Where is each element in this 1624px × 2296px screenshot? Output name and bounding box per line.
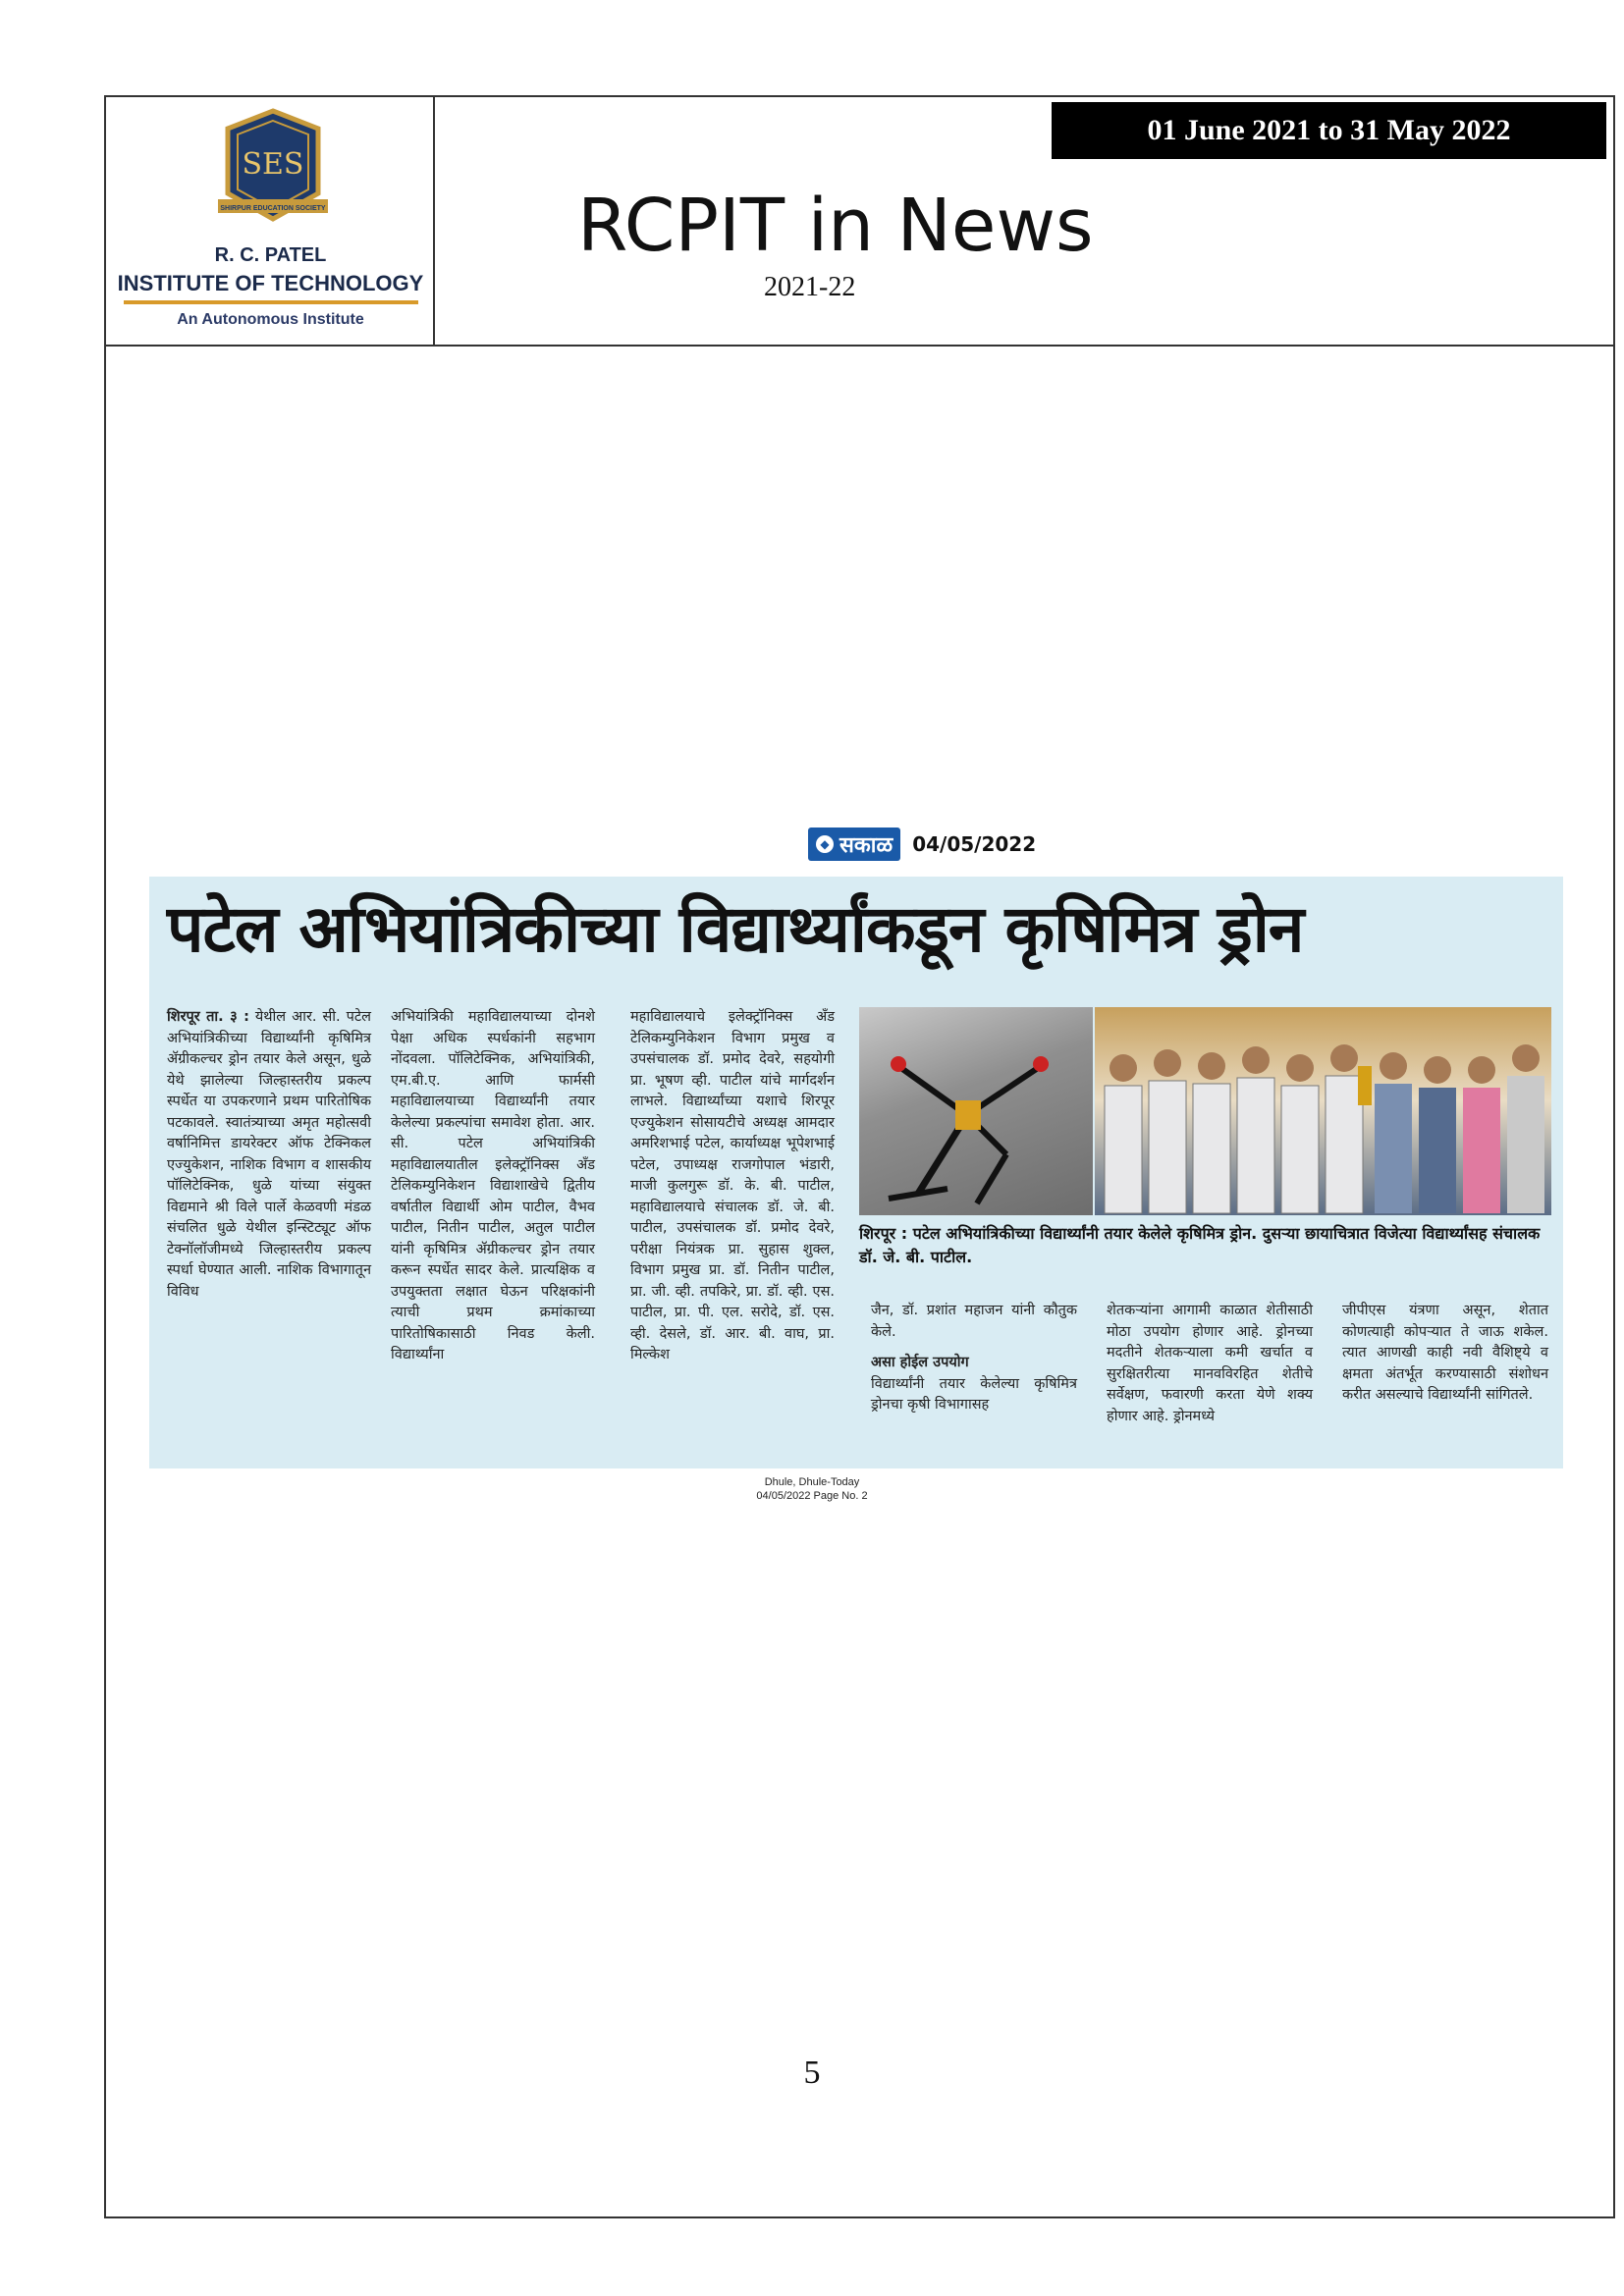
- dateline: शिरपूर ता. ३ :: [167, 1009, 249, 1025]
- photo-caption: शिरपूर : पटेल अभियांत्रिकीच्या विद्यार्थ्यांनी तयार केलेले कृषिमित्र ड्रोन. दुसऱ्या छायाचित्रात विजेत्या विद्यार्थ्यांसह संचालक डॉ. जे. बी. पाटील.: [859, 1224, 1541, 1266]
- page-title: RCPIT in News: [577, 184, 1094, 268]
- drone-icon: [859, 1007, 1093, 1215]
- clipping-source-footnote: [0, 1475, 1624, 1503]
- newspaper-name: सकाळ: [839, 833, 893, 858]
- article-text-3: महाविद्यालयाचे इलेक्ट्रॉनिक्स अँड टेलिकम्युनिकेशन विभाग प्रमुख व उपसंचालक डॉ. प्रमोद देवरे, सहयोगी प्रा. भूषण व्ही. पाटील यांचे मार्गदर्शन लाभले. विद्यार्थ्यांच्या यशाचे शिरपूर एज्युकेशन सोसायटीचे अध्यक्ष आमदार अमरिशभाई पटेल, कार्याध्यक्ष भूपेशभाई पटेल, उपाध्यक्ष राजगोपाल भंडारी, माजी कुलगुरू डॉ. के. बी. पाटील, महाविद्यालयाचे संचालक डॉ. जे. बी. पाटील, उपसंचालक डॉ. प्रमोद देवरे, परीक्षा नियंत्रक प्रा. सुहास शुक्ल, विभाग प्रमुख प्रा. डॉ. नितीन पाटील, प्रा. जी. व्ही. तपकिरे, प्रा. डॉ. व्ही. एस. पाटील, प्रा. पी. एल. सरोदे, डॉ. एस. व्ही. देसले, डॉ. आर. बी. वाघ, प्रा. मिल्केश: [630, 1009, 835, 1362]
- winners-group-photo: [1095, 1007, 1551, 1215]
- clipping-headline: पटेल अभियांत्रिकीच्या विद्यार्थ्यांकडून कृषिमित्र ड्रोन: [167, 891, 1304, 967]
- institute-tagline: An Autonomous Institute: [177, 311, 364, 328]
- academic-year: 2021-22: [764, 272, 856, 302]
- article-text-4a: जैन, डॉ. प्रशांत महाजन यांनी कौतुक केले.: [871, 1303, 1077, 1340]
- newspaper-logo-icon: ◆: [816, 835, 834, 853]
- emblem-text: SES: [242, 147, 304, 182]
- article-column-2: [391, 1007, 595, 1366]
- date-range-banner: 01 June 2021 to 31 May 2022: [1052, 102, 1606, 159]
- article-column-5: [1107, 1301, 1313, 1427]
- article-text-6: जीपीएस यंत्रणा असून, शेतात कोणत्याही कोपऱ्यात ते जाऊ शकेल. त्यात आणखी काही नवी वैशिष्ट्ये व क्षमता अंतर्भूत करण्यासाठी संशोधन करीत असल्याचे विद्यार्थ्यांनी सांगितले.: [1342, 1303, 1548, 1403]
- newspaper-source: [808, 828, 1036, 861]
- footnote-page: 04/05/2022 Page No. 2: [756, 1490, 868, 1502]
- news-clipping: [149, 877, 1563, 1468]
- article-text-1: येथील आर. सी. पटेल अभियांत्रिकीच्या विद्यार्थ्यांनी कृषिमित्र ॲग्रीकल्चर ड्रोन तयार केले असून, धुळे येथे झालेल्या जिल्हास्तरीय प्रकल्प स्पर्धेत या उपकरणाने प्रथम पारितोषिक पटकावले. स्वातंत्र्याच्या अमृत महोत्सवी वर्षानिमित्त डायरेक्टर ऑफ टेक्निकल एज्युकेशन, नाशिक विभाग व शासकीय पॉलिटेक्निक, धुळे यांच्या संयुक्त विद्यमाने श्री विले पार्ले केळवणी मंडळ संचलित धुळे येथील इन्स्टिट्यूट ऑफ टेक्नॉलॉजीमध्ये जिल्हास्तरीय प्रकल्प स्पर्धा घेण्यात आली. नाशिक विभागातून विविध: [167, 1009, 372, 1300]
- article-column-3: [630, 1007, 835, 1366]
- institute-divider: [124, 300, 418, 304]
- newspaper-date: 04/05/2022: [912, 832, 1037, 856]
- article-text-5: शेतकऱ्यांना आगामी काळात शेतीसाठी मोठा उपयोग होणार आहे. ड्रोनच्या मदतीने शेतकऱ्याला कमी खर्चात व सुरक्षितरीत्या मानवविरहित शेतीचे सर्वेक्षण, फवारणी करता येणे शक्य होणार आहे. ड्रोनमध्ये: [1107, 1303, 1313, 1424]
- newspaper-logo: [808, 828, 900, 861]
- article-subheading: असा होईल उपयोग: [871, 1355, 969, 1370]
- institute-logo-block: [106, 97, 435, 345]
- article-text-4b: विद्यार्थ्यांनी तयार केलेल्या कृषिमित्र ड्रोनचा कृषी विभागासह: [871, 1375, 1077, 1413]
- article-column-6: [1342, 1301, 1548, 1407]
- institute-name-line2: INSTITUTE OF TECHNOLOGY: [117, 271, 424, 295]
- ses-emblem-icon: [204, 107, 342, 244]
- group-photo-icon: [1095, 1007, 1551, 1215]
- drone-photo: [859, 1007, 1093, 1215]
- footnote-edition: Dhule, Dhule-Today: [764, 1476, 860, 1488]
- article-column-4: [871, 1301, 1077, 1416]
- institute-name-line1: R. C. PATEL: [214, 244, 327, 266]
- emblem-ribbon-text: SHIRPUR EDUCATION SOCIETY: [220, 205, 326, 212]
- article-text-2: अभियांत्रिकी महाविद्यालयाच्या दोनशे पेक्षा अधिक स्पर्धकांनी सहभाग नोंदवला. पॉलिटेक्निक, अभियांत्रिकी, एम.बी.ए. आणि फार्मसी महाविद्यालयाच्या विद्यार्थ्यांनी तयार केलेल्या प्रकल्पांचा समावेश होता. आर. सी. पटेल अभियांत्रिकी महाविद्यालयातील इलेक्ट्रॉनिक्स अँड टेलिकम्युनिकेशन विद्याशाखेचे द्वितीय वर्षातील विद्यार्थी ओम पाटील, वैभव पाटील, नितीन पाटील, अतुल पाटील यांनी कृषिमित्र ॲग्रीकल्चर ड्रोन तयार करून स्पर्धेत सादर केले. प्रात्यक्षिक व उपयुक्तता लक्षात घेऊन परिक्षकांनी त्याची प्रथम क्रमांकाच्या पारितोषिकासाठी निवड केली. विद्यार्थ्यांना: [391, 1009, 595, 1362]
- page-header: [106, 97, 1613, 347]
- article-column-1: [167, 1007, 371, 1303]
- page-number: 5: [803, 2055, 821, 2091]
